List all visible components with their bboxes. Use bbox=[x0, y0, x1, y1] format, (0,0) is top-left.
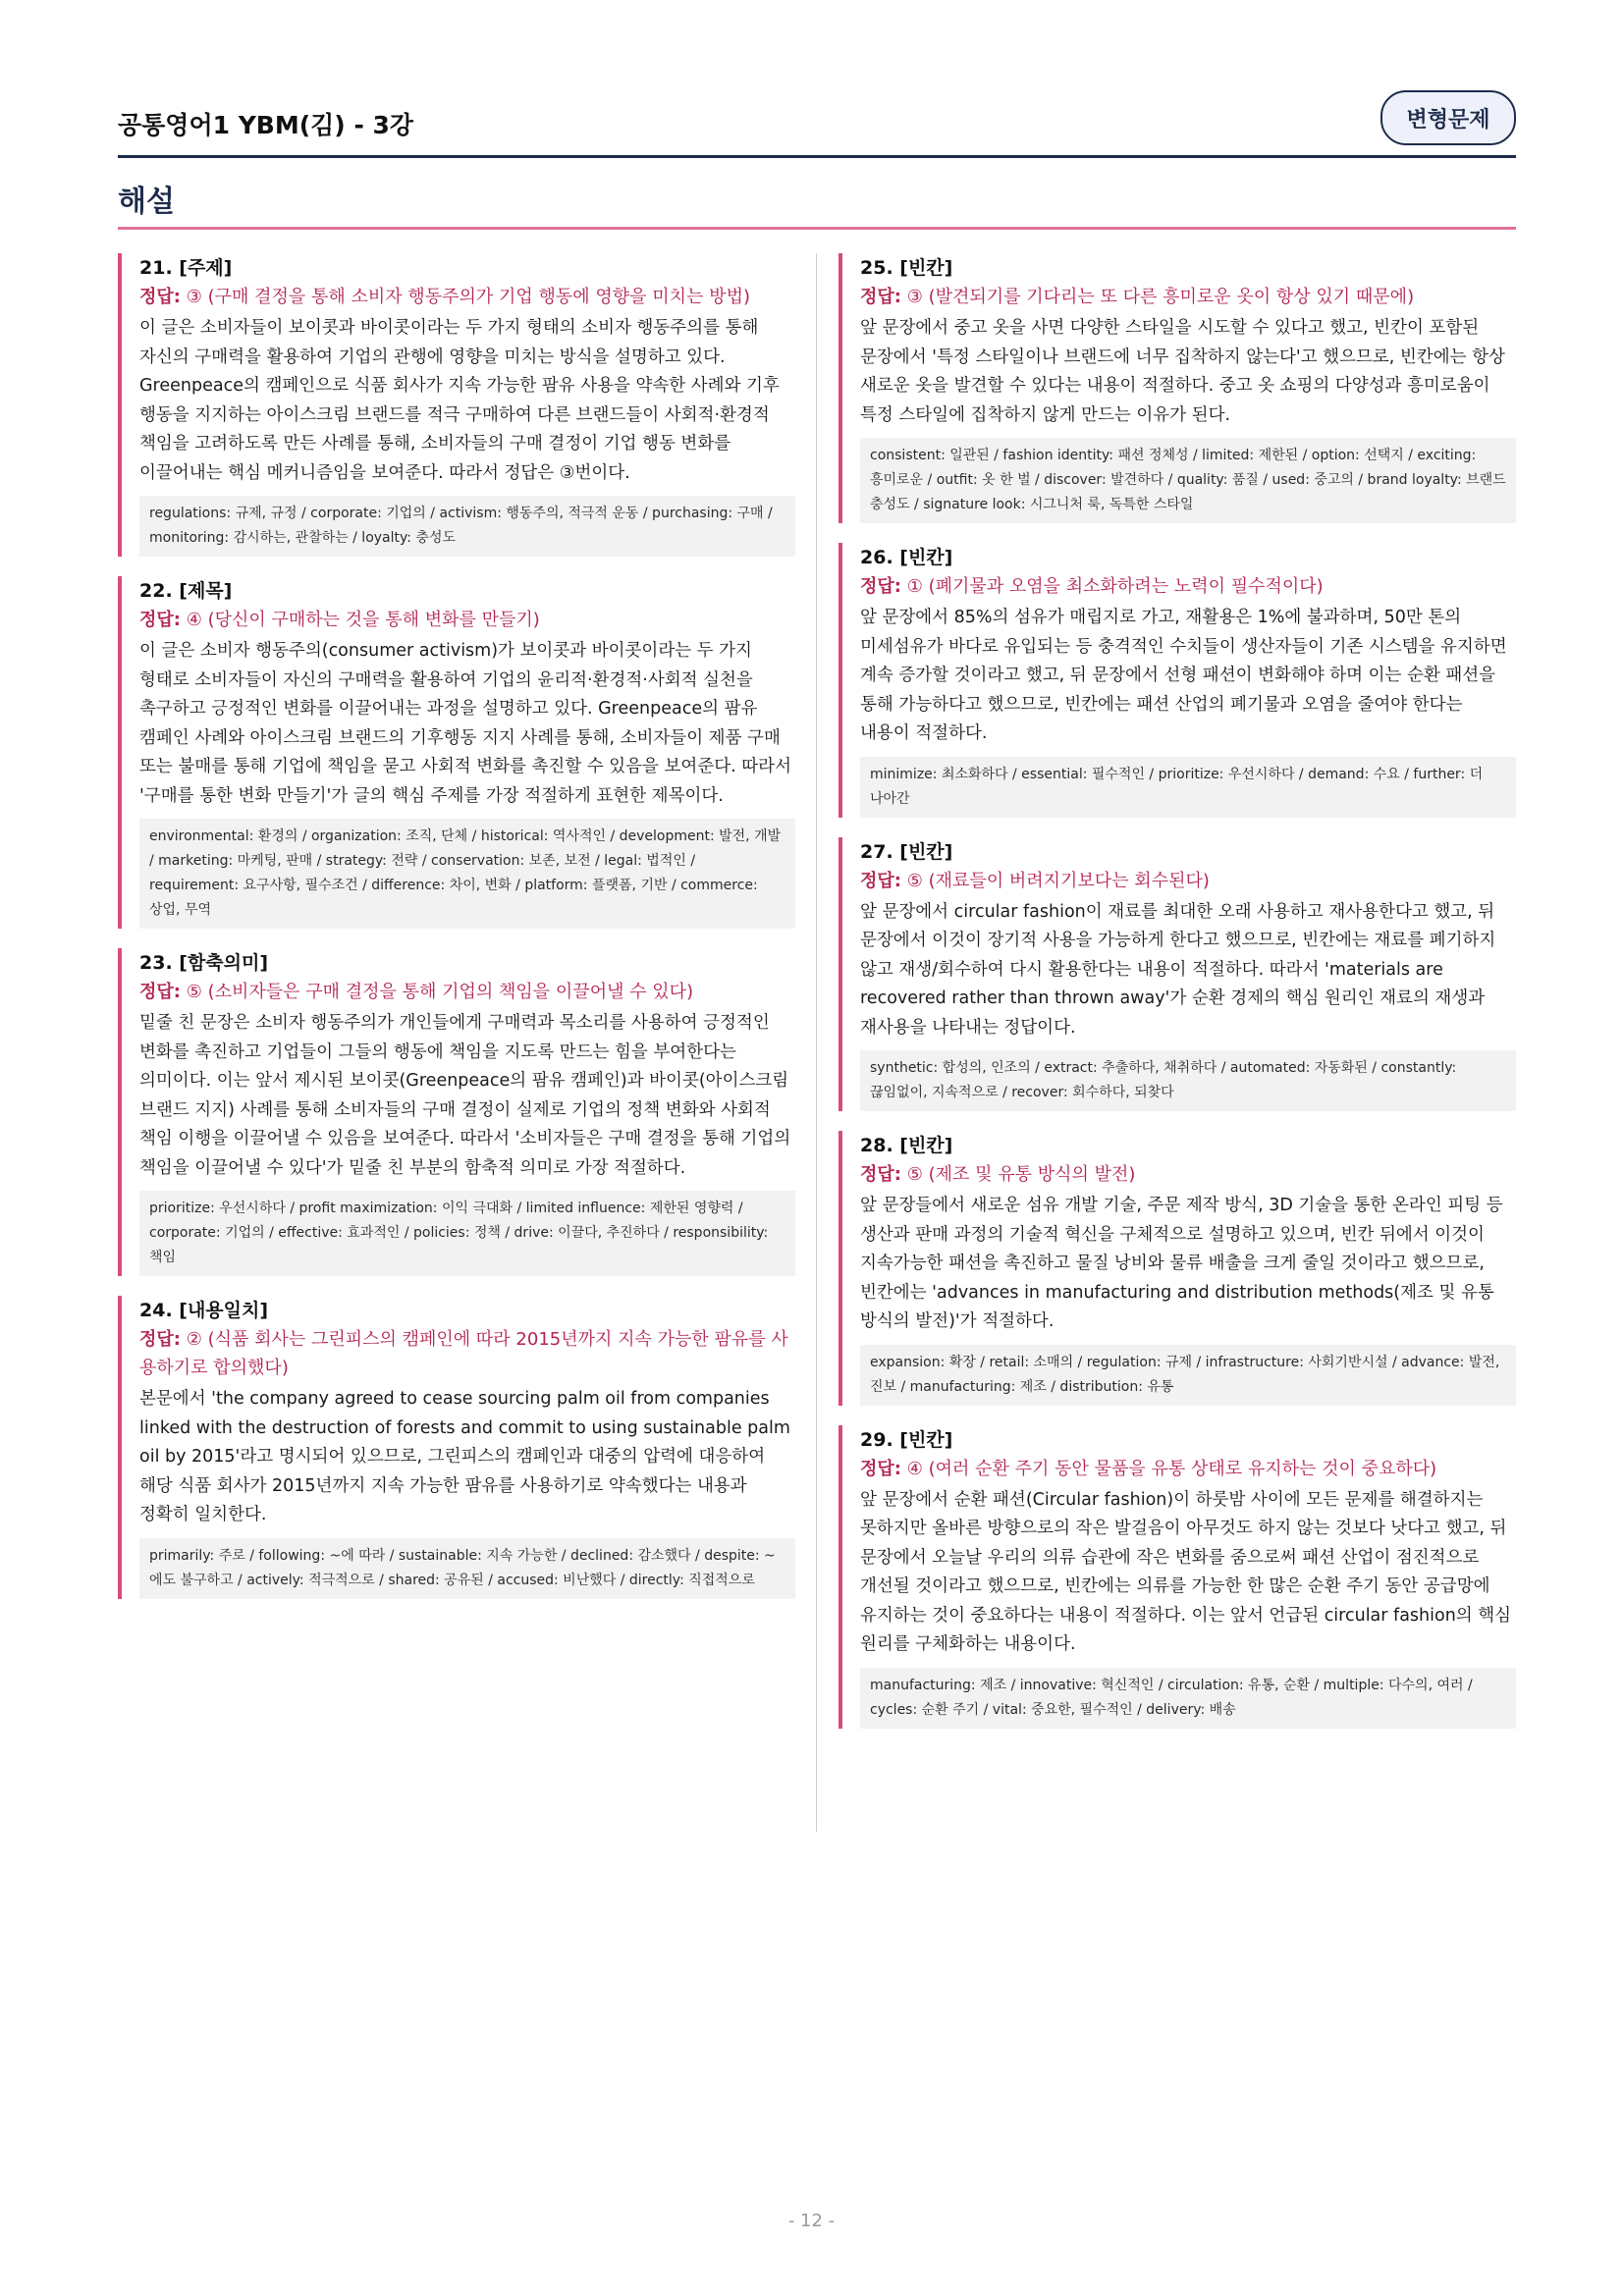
question-heading: 24. [내용일치] bbox=[139, 1300, 269, 1321]
question-heading: 29. [빈칸] bbox=[860, 1428, 953, 1451]
answer-line bbox=[860, 1455, 1516, 1483]
answer-text: ② (식품 회사는 그린피스의 캠페인에 따라 2015년까지 지속 가능한 팜유를 사용하기로 합의했다) bbox=[139, 1329, 788, 1378]
question-heading: 22. [제목] bbox=[139, 580, 233, 602]
answer-text: ⑤ (제조 및 유통 방식의 발전) bbox=[906, 1164, 1136, 1185]
explanation-text: 본문에서 'the company agreed to cease sourcing palm oil from companies linked with the destruction of forests and commit to using sustainable palm oil by 2015'라고 명시되어 있으므로, 그린피스의 캠페인과 대중의 압력에 대응하여 해당 식품 회사가 2015년까지 지속 가능한 팜유를 사용하기로 약속했다는 내용과 정확히 일치한다. bbox=[139, 1389, 790, 1524]
question-heading: 26. [빈칸] bbox=[860, 547, 953, 568]
explanation-item-26 bbox=[839, 543, 1516, 818]
answer-text: ③ (발견되기를 기다리는 또 다른 흥미로운 옷이 항상 있기 때문에) bbox=[906, 287, 1415, 307]
answer-label: 정답: bbox=[139, 287, 181, 307]
vocabulary-box: environmental: 환경의 / organization: 조직, 단체 / historical: 역사적인 / development: 발전, 개발 / marketing: 마케팅, 판매 / strategy: 전략 / conservation: 보존, 보전 / legal: 법적인 / requirement: 요구사항, 필수조건 / difference: 차이, 변화 / platform: 플랫폼, 기반 / commerce: 상업, 무역 bbox=[139, 819, 795, 929]
explanation-text: 앞 문장에서 순환 패션(Circular fashion)이 하룻밤 사이에 모든 문제를 해결하지는 못하지만 올바른 방향으로의 작은 발걸음이 아무것도 하지 않는 것보다 낫다고 했고, 뒤 문장에서 오늘날 우리의 의류 습관에 작은 변화를 줌으로써 패션 산업이 점진적으로 개선될 것이라고 했으므로, 빈칸에는 의류를 가능한 한 많은 순환 주기 동안 공급망에 유지하는 것이 중요하다는 내용이 적절하다. 이는 앞서 언급된 circular fashion의 핵심 원리를 구체화하는 내용이다. bbox=[860, 1489, 1512, 1654]
vocabulary-box: consistent: 일관된 / fashion identity: 패션 정체성 / limited: 제한된 / option: 선택지 / exciting: 흥미로운 / outfit: 옷 한 벌 / discover: 발견하다 / quality: 품질 / used: 중고의 / brand loyalty: 브랜드 충성도 / signature look: 시그니처 룩, 독특한 스타일 bbox=[860, 438, 1516, 523]
explanation-text: 이 글은 소비자 행동주의(consumer activism)가 보이콧과 바이콧이라는 두 가지 형태로 소비자들이 자신의 구매력을 활용하여 기업의 윤리적·환경적·사회적 실천을 촉구하고 긍정적인 변화를 이끌어내는 과정을 설명하고 있다. Greenpeace의 팜유 캠페인 사례와 아이스크림 브랜드의 기후행동 지지 사례를 통해, 소비자들이 제품 구매 또는 불매를 통해 기업에 책임을 묻고 사회적 변화를 촉진할 수 있음을 보여준다. 따라서 '구매를 통한 변화 만들기'가 글의 핵심 주제를 가장 적절하게 표현한 제목이다. bbox=[139, 641, 791, 806]
answer-text: ⑤ (재료들이 버려지기보다는 회수된다) bbox=[906, 870, 1210, 891]
answer-line bbox=[860, 572, 1516, 601]
answer-line bbox=[860, 283, 1516, 311]
question-heading: 27. [빈칸] bbox=[860, 840, 953, 863]
explanation-item-29 bbox=[839, 1425, 1516, 1729]
explanation-text: 앞 문장에서 중고 옷을 사면 다양한 스타일을 시도할 수 있다고 했고, 빈칸이 포함된 문장에서 '특정 스타일이나 브랜드에 너무 집착하지 않는다'고 했으므로, 빈칸에는 항상 새로운 옷을 발견할 수 있다는 내용이 적절하다. 중고 옷 쇼핑의 다양성과 흥미로움이 특정 스타일에 집착하지 않게 만드는 이유가 된다. bbox=[860, 318, 1505, 425]
question-heading: 23. [함축의미] bbox=[139, 952, 269, 974]
question-heading: 21. [주제] bbox=[139, 257, 233, 279]
vocabulary-box: regulations: 규제, 규정 / corporate: 기업의 / activism: 행동주의, 적극적 운동 / purchasing: 구매 / monitoring: 감시하는, 관찰하는 / loyalty: 충성도 bbox=[139, 496, 795, 557]
answer-label: 정답: bbox=[860, 287, 901, 307]
vocabulary-box: expansion: 확장 / retail: 소매의 / regulation: 규제 / infrastructure: 사회기반시설 / advance: 발전, 진보 / manufacturing: 제조 / distribution: 유통 bbox=[860, 1345, 1516, 1406]
answer-label: 정답: bbox=[860, 1458, 901, 1479]
vocabulary-box: manufacturing: 제조 / innovative: 혁신적인 / circulation: 유통, 순환 / multiple: 다수의, 여러 / cycles: 순환 주기 / vital: 중요한, 필수적인 / delivery: 배송 bbox=[860, 1668, 1516, 1729]
answer-text: ① (폐기물과 오염을 최소화하려는 노력이 필수적이다) bbox=[906, 576, 1324, 597]
answer-line bbox=[860, 1160, 1516, 1189]
question-heading: 25. [빈칸] bbox=[860, 257, 953, 279]
explanation-item-27 bbox=[839, 837, 1516, 1112]
explanation-text: 앞 문장에서 85%의 섬유가 매립지로 가고, 재활용은 1%에 불과하며, 50만 톤의 미세섬유가 바다로 유입되는 등 충격적인 수치들이 생산자들이 기존 시스템을 유지하면 계속 증가할 것이라고 했고, 뒤 문장에서 선형 패션이 변화해야 하며 이는 순환 패션을 통해 가능하다고 했으므로, 빈칸에는 패션 산업의 폐기물과 오염을 줄여야 한다는 내용이 적절하다. bbox=[860, 608, 1507, 743]
answer-text: ⑤ (소비자들은 구매 결정을 통해 기업의 책임을 이끌어낼 수 있다) bbox=[186, 982, 694, 1002]
vocabulary-box: synthetic: 합성의, 인조의 / extract: 추출하다, 채취하다 / automated: 자동화된 / constantly: 끊임없이, 지속적으로 / recover: 회수하다, 되찾다 bbox=[860, 1050, 1516, 1111]
page-number: - 12 - bbox=[787, 2211, 836, 2231]
page-header bbox=[118, 90, 1516, 159]
answer-line bbox=[860, 867, 1516, 895]
explanation-item-22 bbox=[118, 576, 795, 929]
answer-line bbox=[139, 606, 795, 634]
header-divider bbox=[118, 155, 1516, 158]
question-heading: 28. [빈칸] bbox=[860, 1135, 953, 1156]
vocabulary-box: primarily: 주로 / following: ~에 따라 / sustainable: 지속 가능한 / declined: 감소했다 / despite: ~에도 불구하고 / actively: 적극적으로 / shared: 공유된 / accused: 비난했다 / directly: 직접적으로 bbox=[139, 1538, 795, 1599]
explanation-item-24 bbox=[118, 1296, 795, 1599]
variant-question-badge: 변형문제 bbox=[1380, 90, 1516, 145]
explanation-item-28 bbox=[839, 1131, 1516, 1406]
explanation-item-25 bbox=[839, 253, 1516, 523]
explanation-text: 이 글은 소비자들이 보이콧과 바이콧이라는 두 가지 형태의 소비자 행동주의를 통해 자신의 구매력을 활용하여 기업의 관행에 영향을 미치는 방식을 설명하고 있다. Greenpeace의 캠페인으로 식품 회사가 지속 가능한 팜유 사용을 약속한 사례와 기후 행동을 지지하는 아이스크림 브랜드를 적극 구매하여 다른 브랜드들이 사회적·환경적 책임을 고려하도록 만든 사례를 통해, 소비자들의 구매 결정이 기업 행동 변화를 이끌어내는 핵심 메커니즘임을 보여준다. 따라서 정답은 ③번이다. bbox=[139, 318, 780, 483]
answer-text: ④ (당신이 구매하는 것을 통해 변화를 만들기) bbox=[186, 610, 540, 630]
column-divider bbox=[816, 253, 817, 1832]
answer-label: 정답: bbox=[139, 610, 181, 630]
answer-label: 정답: bbox=[860, 870, 901, 891]
section-divider bbox=[118, 227, 1516, 230]
vocabulary-box: prioritize: 우선시하다 / profit maximization: 이익 극대화 / limited influence: 제한된 영향력 / corporate: 기업의 / effective: 효과적인 / policies: 정책 / drive: 이끌다, 추진하다 / responsibility: 책임 bbox=[139, 1191, 795, 1276]
answer-label: 정답: bbox=[860, 576, 901, 597]
explanation-text: 앞 문장들에서 새로운 섬유 개발 기술, 주문 제작 방식, 3D 기술을 통한 온라인 피팅 등 생산과 판매 과정의 기술적 혁신을 구체적으로 설명하고 있으며, 빈칸 뒤에서 이것이 지속가능한 패션을 촉진하고 물질 낭비와 물류 배출을 크게 줄일 것이라고 했으므로, 빈칸에는 'advances in manufacturing and distribution methods(제조 및 유통 방식의 발전)'가 적절하다. bbox=[860, 1196, 1503, 1331]
section-title: 해설 bbox=[118, 185, 175, 219]
explanation-item-21 bbox=[118, 253, 795, 557]
explanation-item-23 bbox=[118, 948, 795, 1276]
document-title: 공통영어1 YBM(김) - 3강 bbox=[118, 111, 414, 139]
answer-line bbox=[139, 978, 795, 1006]
answer-label: 정답: bbox=[860, 1164, 901, 1185]
answer-line bbox=[139, 283, 795, 311]
answer-text: ④ (여러 순환 주기 동안 물품을 유통 상태로 유지하는 것이 중요하다) bbox=[906, 1458, 1437, 1479]
explanation-text: 밑줄 친 문장은 소비자 행동주의가 개인들에게 구매력과 목소리를 사용하여 긍정적인 변화를 촉진하고 기업들이 그들의 행동에 책임을 지도록 만드는 힘을 부여한다는 의미이다. 이는 앞서 제시된 보이콧(Greenpeace의 팜유 캠페인)과 바이콧(아이스크림 브랜드 지지) 사례를 통해 소비자들의 구매 결정이 실제로 기업의 정책 변화와 사회적 책임 이행을 이끌어낼 수 있음을 보여준다. 따라서 '소비자들은 구매 결정을 통해 기업의 책임을 이끌어낼 수 있다'가 밑줄 친 부분의 함축적 의미로 가장 적절하다. bbox=[139, 1013, 791, 1178]
answer-label: 정답: bbox=[139, 1329, 181, 1350]
explanation-text: 앞 문장에서 circular fashion이 재료를 최대한 오래 사용하고 재사용한다고 했고, 뒤 문장에서 이것이 장기적 사용을 가능하게 한다고 했으므로, 빈칸에는 재료를 폐기하지 않고 재생/회수하여 다시 활용한다는 내용이 적절하다. 따라서 'materials are recovered rather than thrown away'가 순환 경제의 핵심 원리인 재료의 재생과 재사용을 나타내는 정답이다. bbox=[860, 901, 1496, 1038]
answer-text: ③ (구매 결정을 통해 소비자 행동주의가 기업 행동에 영향을 미치는 방법) bbox=[186, 287, 750, 307]
left-column bbox=[118, 253, 795, 1619]
answer-label: 정답: bbox=[139, 982, 181, 1002]
right-column bbox=[839, 253, 1516, 1748]
vocabulary-box: minimize: 최소화하다 / essential: 필수적인 / prioritize: 우선시하다 / demand: 수요 / further: 더 나아간 bbox=[860, 757, 1516, 818]
answer-line bbox=[139, 1325, 795, 1382]
